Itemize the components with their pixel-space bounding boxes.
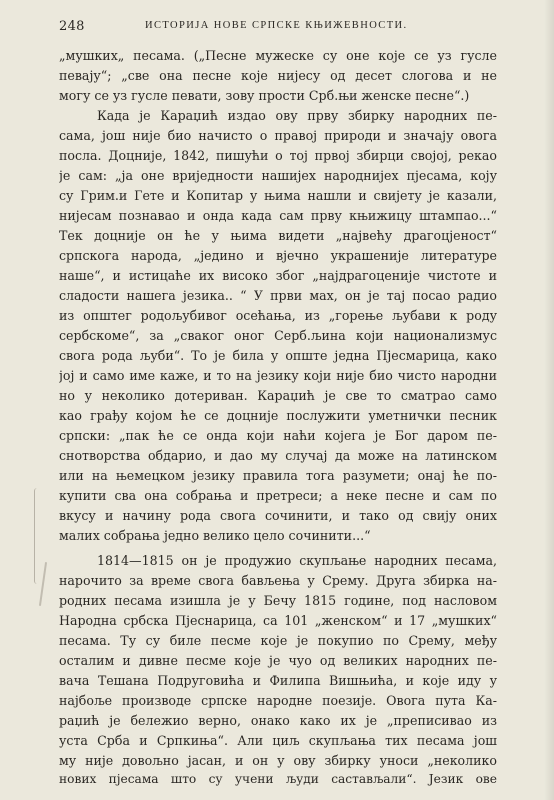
text-line: нових пјесама што су учени људи састављали“. Језик ове — [59, 772, 497, 786]
text-line: јој и само име каже, и то на језику који није био чисто народни — [59, 368, 497, 383]
running-head: ИСТОРИЈА НОВЕ СРПСКЕ КЊИЖЕВНОСТИ. — [145, 20, 408, 31]
text-line: но у неколико дотериван. Караџић је све то сматрао само — [59, 388, 497, 403]
text-line: вача Тешана Подруговића и Филипа Вишњића, и које иду у — [59, 673, 497, 688]
binding-shadow — [544, 0, 554, 800]
text-line: нарочито за време свога бављења у Срему. Друга збирка на- — [59, 573, 497, 588]
text-line: српскога народа, „једино и вјечно украшеније литературе — [59, 248, 497, 263]
text-line: из општег родољубивог осећања, из „горење љубави к роду — [59, 308, 497, 323]
text-line: нијесам познавао и онда када сам прву књижицу штампао...“ — [59, 208, 497, 223]
text-line: сама, још није био начисто о правој природи и значају овога — [59, 128, 497, 143]
pencil-margin-bracket — [34, 488, 41, 584]
text-line: песама. Ту су биле песме које је покупио по Срему, међу — [59, 633, 497, 648]
text-line: најбоље производе српске народне поезије. Овога пута Ка- — [59, 693, 497, 708]
text-line: Народна србска Пјеснарица, са 101 „женском“ и 17 „мушких“ — [59, 613, 497, 628]
text-line: певају“; „све она песне које нијесу од десет слогова и не — [59, 68, 497, 83]
text-line: српски: „пак ће се онда који наћи којега је Бог даром пе- — [59, 428, 497, 443]
text-line: 1814—1815 он је продужио скупљање народних песама, — [97, 553, 497, 568]
text-line: као грађу којом ће се доцније послужити уметнички песник — [59, 408, 497, 423]
text-line: сербскоме“, за „сваког оног Серб.љина који национализмус — [59, 328, 497, 343]
text-line: купити сва она собрања и претреси; а неке песне и сам по — [59, 488, 497, 503]
text-line: су Грим.и Гете и Копитар у њима нашли и свијету је казали, — [59, 188, 497, 203]
page-number: 248 — [59, 19, 85, 34]
text-line: осталим и дивне песме које је чуо од великих народних пе- — [59, 653, 497, 668]
text-line: Тек доцније он ће у њима видети „највећу драгоцјеност“ — [59, 228, 497, 243]
text-line: Када је Караџић издао ову прву збирку народних пе- — [97, 108, 497, 123]
text-line: уста Срба и Српкиња“. Али циљ скупљања тих песама још — [59, 733, 497, 748]
text-line: родних песама изишла је у Бечу 1815 године, под насловом — [59, 593, 497, 608]
text-line: наше“, и истицаће их високо због „најдрагоценије чистоте и — [59, 268, 497, 283]
text-line: „мушких„ песама. („Песне мужеске су оне које се уз гусле — [59, 48, 497, 63]
page-header — [59, 19, 499, 35]
text-line: је сам: „ја оне вриједности нашијех народнијех пјесама, коју — [59, 168, 497, 183]
text-line: малих собрања једно велико цело сочинити...“ — [59, 528, 371, 543]
text-line: снотворства обдарио, и дао му случај да може на латинском — [59, 448, 497, 463]
text-line: могу се уз гусле певати, зову прости Срб.њи женске песне“.) — [59, 88, 470, 103]
text-line: вкусу и начину рода свога сочинити, и тако од свију оних — [59, 508, 497, 523]
text-line: посла. Доцније, 1842, пишући о тој првој збирци својој, рекао — [59, 148, 497, 163]
text-line: раџић је бележио верно, онако како их је „преписивао из — [59, 713, 497, 728]
text-line: му није довољно јасан, и он у ову збирку уноси „неколико — [59, 753, 497, 768]
text-line: сладости нашега језика.. “ У први мах, он је тај посао радио — [59, 288, 497, 303]
text-line: свога рода љуби“. То је била у опште једна Пјесмарица, како — [59, 348, 497, 363]
text-line: или на њемецком језику правила тога разумети; онај ће по- — [59, 468, 497, 483]
